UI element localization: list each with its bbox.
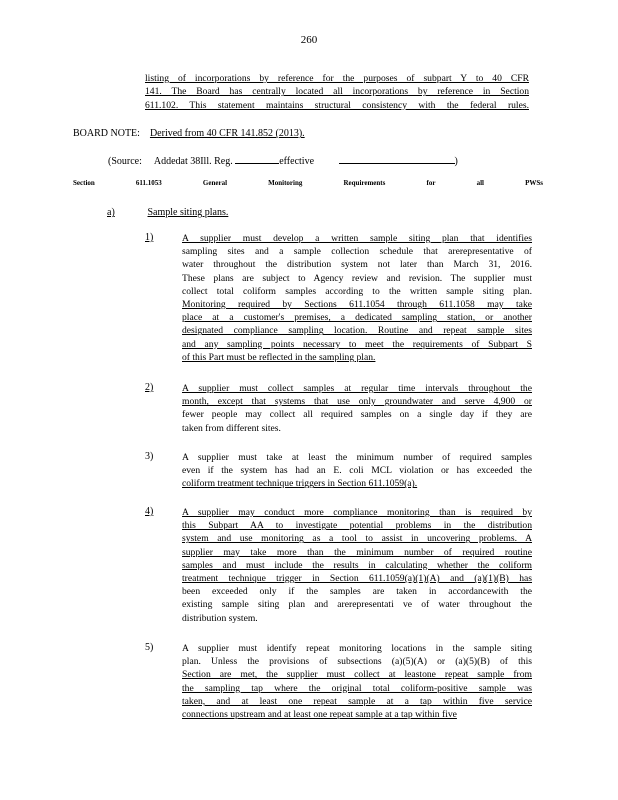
- paragraph-line: These plans are subject to Agency review and revision. The supplier must: [182, 272, 532, 284]
- source-blank-2: [339, 153, 455, 164]
- paragraph-line: plan. Unless the provisions of subsections (a)(5)(A) or (a)(5)(B) of this: [182, 656, 532, 668]
- paragraph-line: coliform treatment technique triggers in Section 611.1059(a).: [182, 478, 418, 490]
- source-note: [108, 153, 458, 168]
- paragraph-line: fewer people may collect all required samples on a single day if they are: [182, 409, 532, 421]
- paragraph-line: taken, and at least one repeat sample at a tap within five service: [182, 695, 532, 707]
- item-number: 4): [145, 506, 154, 517]
- section-word: for: [426, 179, 436, 187]
- item-paragraph: [182, 642, 532, 721]
- paragraph-line: connections upstream and at least one repeat sample at a tap within five: [182, 709, 457, 721]
- paragraph-line: and any sampling points necessary to meet the requirements of Subpart S: [182, 338, 532, 350]
- paragraph-line: Section are met, the supplier must collect at leastone repeat sample from: [182, 669, 532, 681]
- paragraph-line: Monitoring required by Sections 611.1054 through 611.1058 may take: [182, 299, 532, 311]
- paragraph-line: system and use monitoring as a tool to assist in uncovering problems. A: [182, 533, 532, 545]
- item-paragraph: [182, 232, 532, 364]
- paragraph-line: designated compliance sampling location. Routine and repeat sample sites: [182, 325, 532, 337]
- paragraph-line: been exceeded only if the samples are taken in accordancewith the: [182, 586, 532, 598]
- paragraph-line: A supplier must identify repeat monitoring locations in the sample siting: [182, 643, 532, 654]
- section-label: Section: [73, 179, 95, 187]
- paragraph-line: this Subpart AA to investigate potential problems in the distribution: [182, 520, 532, 532]
- source-effective: effective: [279, 156, 315, 167]
- paragraph-line: A supplier must develop a written sample siting plan that identifies: [182, 233, 532, 244]
- paragraph-line: sampling sites and a sample collection schedule that arerepresentative of: [182, 246, 532, 258]
- paragraph-line: month, except that systems that use only groundwater and serve 4,900 or: [182, 396, 532, 408]
- paragraph-line: A supplier may conduct more compliance monitoring than is required by: [182, 507, 532, 518]
- paragraph-line: taken from different sites.: [182, 422, 281, 434]
- paragraph-line: supplier may take more than the minimum number of required routine: [182, 546, 532, 558]
- item-paragraph: [182, 506, 532, 625]
- paragraph-line: treatment technique trigger in Section 611.1059(a)(1)(A) and (a)(1)(B) has: [182, 573, 532, 585]
- section-heading: [73, 179, 543, 187]
- item-paragraph: [182, 382, 532, 435]
- section-word: Requirements: [343, 179, 386, 187]
- intro-line: 611.102. This statement maintains structural consistency with the federal rules.: [145, 99, 529, 111]
- source-open: (Source:: [108, 156, 142, 167]
- page-number: 260: [300, 34, 318, 46]
- intro-line: listing of incorporations by reference for the purposes of subpart Y to 40 CFR: [145, 73, 529, 84]
- subsection-a-label: a): [107, 207, 115, 218]
- paragraph-line: collect total coliform samples according to the written sample siting plan.: [182, 285, 532, 297]
- section-word: all: [476, 179, 484, 187]
- section-word: General: [202, 179, 228, 187]
- paragraph-line: distribution system.: [182, 612, 258, 624]
- paragraph-line: water throughout the distribution system not later than March 31, 2016.: [182, 259, 532, 271]
- board-note-text: Derived from 40 CFR 141.852 (2013).: [149, 128, 305, 139]
- subsection-a-title: Sample siting plans.: [147, 207, 229, 218]
- item-number: 3): [145, 451, 154, 462]
- intro-line: 141. The Board has centrally located all incorporations by reference in Section: [145, 86, 529, 98]
- paragraph-line: of this Part must be reflected in the sampling plan.: [182, 351, 376, 363]
- source-blank-1: [235, 153, 279, 164]
- item-number: 2): [145, 382, 154, 393]
- paragraph-line: A supplier must collect samples at regular time intervals throughout the: [182, 383, 532, 394]
- paragraph-line: existing sample siting plan and arerepresentati ve of water throughout the: [182, 599, 532, 611]
- item-number: 1): [145, 232, 154, 243]
- source-close: ): [454, 156, 458, 167]
- intro-paragraph: [145, 72, 529, 112]
- subsection-a: [107, 207, 228, 218]
- board-note-label: BOARD NOTE:: [73, 128, 140, 139]
- item-paragraph: [182, 451, 532, 491]
- board-note: [73, 127, 305, 140]
- paragraph-line: even if the system has had an E. coli MCL violation or has exceeded the: [182, 465, 532, 477]
- section-word: Monitoring: [268, 179, 303, 187]
- source-added: Addedat 38Ill. Reg.: [153, 156, 233, 167]
- paragraph-line: the sampling tap where the original total coliform-positive sample was: [182, 682, 532, 694]
- section-number: 611.1053: [135, 179, 162, 187]
- section-word: PWSs: [525, 179, 543, 187]
- paragraph-line: place at a customer's premises, a dedicated sampling station, or another: [182, 312, 532, 324]
- item-number: 5): [145, 642, 154, 653]
- paragraph-line: A supplier must take at least the minimum number of required samples: [182, 452, 532, 463]
- paragraph-line: samples and must include the results in calculating whether the coliform: [182, 559, 532, 571]
